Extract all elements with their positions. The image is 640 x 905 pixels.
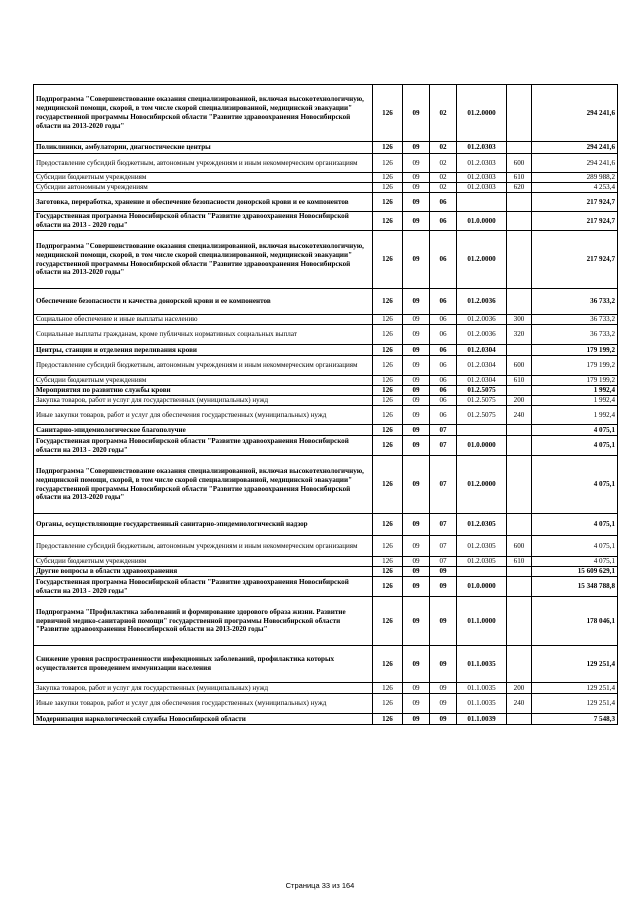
table-row <box>34 289 618 315</box>
cell-expense-type <box>507 85 532 142</box>
cell-expense-type: 300 <box>507 315 532 325</box>
table-row <box>34 646 618 683</box>
cell-amount: 4 075,1 <box>532 557 618 567</box>
cell-expense-type <box>507 567 532 577</box>
cell-amount: 129 251,4 <box>532 694 618 714</box>
table-row <box>34 142 618 154</box>
cell-name: Государственная программа Новосибирской области "Развитие здравоохранения Новосибирской области на 2013 - 2020 годы" <box>34 212 373 231</box>
cell-name: Государственная программа Новосибирской области "Развитие здравоохранения Новосибирской области на 2013 - 2020 годы" <box>34 577 373 597</box>
cell-department-code: 126 <box>373 154 403 173</box>
cell-section-code: 09 <box>403 231 430 289</box>
cell-section-code: 09 <box>403 714 430 725</box>
cell-expense-type: 620 <box>507 183 532 193</box>
cell-expense-type: 320 <box>507 325 532 345</box>
cell-amount: 179 199,2 <box>532 356 618 376</box>
cell-section-code: 09 <box>403 536 430 557</box>
cell-department-code: 126 <box>373 85 403 142</box>
cell-section-code: 09 <box>403 386 430 396</box>
cell-expense-type <box>507 514 532 536</box>
table-row <box>34 436 618 456</box>
cell-section-code: 09 <box>403 597 430 646</box>
cell-subsection-code: 02 <box>430 173 457 183</box>
cell-target-article <box>457 193 507 212</box>
table-row <box>34 683 618 694</box>
cell-name: Субсидии бюджетным учреждениям <box>34 173 373 183</box>
cell-subsection-code: 09 <box>430 577 457 597</box>
cell-department-code: 126 <box>373 173 403 183</box>
cell-subsection-code: 07 <box>430 557 457 567</box>
cell-department-code: 126 <box>373 376 403 386</box>
cell-target-article: 01.2.0304 <box>457 345 507 356</box>
cell-target-article: 01.2.0036 <box>457 315 507 325</box>
cell-section-code: 09 <box>403 646 430 683</box>
cell-section-code: 09 <box>403 436 430 456</box>
cell-subsection-code: 07 <box>430 536 457 557</box>
cell-name: Поликлиники, амбулатории, диагностические центры <box>34 142 373 154</box>
cell-expense-type <box>507 212 532 231</box>
table-row <box>34 325 618 345</box>
table-row <box>34 514 618 536</box>
cell-section-code: 09 <box>403 425 430 436</box>
table-row <box>34 714 618 725</box>
cell-name: Мероприятия по развитию службы крови <box>34 386 373 396</box>
cell-expense-type: 200 <box>507 396 532 406</box>
cell-section-code: 09 <box>403 514 430 536</box>
cell-section-code: 09 <box>403 154 430 173</box>
table-row <box>34 193 618 212</box>
table-row <box>34 567 618 577</box>
cell-amount: 129 251,4 <box>532 646 618 683</box>
cell-department-code: 126 <box>373 356 403 376</box>
cell-subsection-code: 09 <box>430 597 457 646</box>
cell-target-article: 01.2.0036 <box>457 289 507 315</box>
table-row <box>34 173 618 183</box>
cell-expense-type <box>507 597 532 646</box>
cell-amount: 217 924,7 <box>532 231 618 289</box>
cell-target-article: 01.1.0039 <box>457 714 507 725</box>
cell-target-article: 01.2.0000 <box>457 231 507 289</box>
table-row <box>34 315 618 325</box>
table-row <box>34 231 618 289</box>
cell-target-article: 01.1.0035 <box>457 694 507 714</box>
cell-department-code: 126 <box>373 289 403 315</box>
cell-department-code: 126 <box>373 577 403 597</box>
cell-expense-type <box>507 386 532 396</box>
cell-target-article: 01.2.0305 <box>457 557 507 567</box>
cell-department-code: 126 <box>373 436 403 456</box>
cell-expense-type: 600 <box>507 356 532 376</box>
cell-target-article: 01.2.0303 <box>457 183 507 193</box>
cell-amount: 294 241,6 <box>532 142 618 154</box>
cell-department-code: 126 <box>373 325 403 345</box>
cell-target-article: 01.1.0035 <box>457 646 507 683</box>
cell-section-code: 09 <box>403 289 430 315</box>
table-row <box>34 212 618 231</box>
cell-name: Подпрограмма "Совершенствование оказания специализированной, включая высокотехнологичную, медицинской помощи, скорой, в том числе скорой специализированной, медицинской эвакуации" государственной программы Новосибирской области "Развитие здравоохранения Новосибирской области на 2013-2020 годы" <box>34 231 373 289</box>
cell-section-code: 09 <box>403 396 430 406</box>
cell-target-article <box>457 567 507 577</box>
cell-name: Подпрограмма "Профилактика заболеваний и формирование здорового образа жизни. Развитие первичной медико-санитарной помощи" государственной программы Новосибирской области "Развитие здравоохранения Новосибирской области на 2013-2020 годы" <box>34 597 373 646</box>
cell-amount: 4 075,1 <box>532 436 618 456</box>
cell-department-code: 126 <box>373 193 403 212</box>
cell-name: Подпрограмма "Совершенствование оказания специализированной, включая высокотехнологичную, медицинской помощи, скорой, в том числе скорой специализированной, медицинской эвакуации" государственной программы Новосибирской области "Развитие здравоохранения Новосибирской области на 2013-2020 годы" <box>34 85 373 142</box>
cell-name: Предоставление субсидий бюджетным, автономным учреждениям и иным некоммерческим организациям <box>34 536 373 557</box>
table-row <box>34 154 618 173</box>
cell-target-article: 01.2.0304 <box>457 356 507 376</box>
table-row <box>34 577 618 597</box>
cell-expense-type <box>507 436 532 456</box>
cell-subsection-code: 06 <box>430 193 457 212</box>
cell-target-article: 01.1.0000 <box>457 597 507 646</box>
cell-subsection-code: 06 <box>430 396 457 406</box>
cell-section-code: 09 <box>403 142 430 154</box>
cell-subsection-code: 06 <box>430 325 457 345</box>
cell-expense-type: 610 <box>507 376 532 386</box>
cell-name: Заготовка, переработка, хранение и обеспечение безопасности донорской крови и ее компонентов <box>34 193 373 212</box>
cell-section-code: 09 <box>403 212 430 231</box>
cell-name: Предоставление субсидий бюджетным, автономным учреждениям и иным некоммерческим организациям <box>34 154 373 173</box>
cell-target-article: 01.2.0304 <box>457 376 507 386</box>
cell-subsection-code: 06 <box>430 356 457 376</box>
cell-expense-type <box>507 142 532 154</box>
table-row <box>34 386 618 396</box>
cell-expense-type <box>507 289 532 315</box>
cell-section-code: 09 <box>403 694 430 714</box>
cell-section-code: 09 <box>403 193 430 212</box>
cell-expense-type: 600 <box>507 536 532 557</box>
cell-section-code: 09 <box>403 85 430 142</box>
cell-target-article: 01.2.5075 <box>457 406 507 425</box>
cell-amount: 15 348 788,8 <box>532 577 618 597</box>
cell-target-article: 01.0.0000 <box>457 577 507 597</box>
cell-expense-type: 610 <box>507 557 532 567</box>
cell-department-code: 126 <box>373 456 403 514</box>
cell-section-code: 09 <box>403 456 430 514</box>
cell-target-article: 01.2.5075 <box>457 396 507 406</box>
cell-expense-type <box>507 577 532 597</box>
table-row <box>34 406 618 425</box>
table-row <box>34 376 618 386</box>
cell-department-code: 126 <box>373 386 403 396</box>
table-row <box>34 694 618 714</box>
cell-department-code: 126 <box>373 231 403 289</box>
cell-amount: 179 199,2 <box>532 376 618 386</box>
cell-subsection-code: 07 <box>430 514 457 536</box>
cell-expense-type: 200 <box>507 683 532 694</box>
cell-department-code: 126 <box>373 567 403 577</box>
cell-amount: 15 609 629,1 <box>532 567 618 577</box>
cell-name: Снижение уровня распространенности инфекционных заболеваний, профилактика которых осуществляется проведением иммунизации населения <box>34 646 373 683</box>
cell-department-code: 126 <box>373 597 403 646</box>
cell-subsection-code: 06 <box>430 231 457 289</box>
cell-department-code: 126 <box>373 406 403 425</box>
cell-section-code: 09 <box>403 376 430 386</box>
cell-name: Иные закупки товаров, работ и услуг для обеспечения государственных (муниципальных) нужд <box>34 694 373 714</box>
cell-section-code: 09 <box>403 557 430 567</box>
cell-amount: 1 992,4 <box>532 396 618 406</box>
cell-amount: 129 251,4 <box>532 683 618 694</box>
cell-amount: 36 733,2 <box>532 325 618 345</box>
cell-target-article: 01.1.0035 <box>457 683 507 694</box>
cell-amount: 4 075,1 <box>532 456 618 514</box>
cell-target-article: 01.2.0303 <box>457 142 507 154</box>
cell-amount: 36 733,2 <box>532 289 618 315</box>
cell-subsection-code: 09 <box>430 694 457 714</box>
cell-amount: 36 733,2 <box>532 315 618 325</box>
cell-subsection-code: 02 <box>430 142 457 154</box>
cell-department-code: 126 <box>373 183 403 193</box>
cell-amount: 1 992,4 <box>532 406 618 425</box>
cell-subsection-code: 02 <box>430 154 457 173</box>
cell-department-code: 126 <box>373 536 403 557</box>
cell-amount: 294 241,6 <box>532 154 618 173</box>
cell-subsection-code: 09 <box>430 683 457 694</box>
cell-section-code: 09 <box>403 345 430 356</box>
cell-amount: 178 046,1 <box>532 597 618 646</box>
cell-name: Субсидии бюджетным учреждениям <box>34 376 373 386</box>
cell-subsection-code: 06 <box>430 345 457 356</box>
table-row <box>34 597 618 646</box>
cell-department-code: 126 <box>373 315 403 325</box>
cell-department-code: 126 <box>373 142 403 154</box>
cell-department-code: 126 <box>373 646 403 683</box>
cell-name: Иные закупки товаров, работ и услуг для обеспечения государственных (муниципальных) нужд <box>34 406 373 425</box>
cell-amount: 294 241,6 <box>532 85 618 142</box>
cell-target-article: 01.2.0305 <box>457 536 507 557</box>
cell-expense-type: 240 <box>507 406 532 425</box>
budget-table <box>33 84 618 725</box>
cell-expense-type <box>507 193 532 212</box>
cell-name: Органы, осуществляющие государственный санитарно-эпидемиологический надзор <box>34 514 373 536</box>
cell-subsection-code: 09 <box>430 567 457 577</box>
table-row <box>34 396 618 406</box>
cell-target-article: 01.0.0000 <box>457 436 507 456</box>
table-row <box>34 345 618 356</box>
page-number: Страница 33 из 164 <box>285 881 355 890</box>
cell-subsection-code: 06 <box>430 406 457 425</box>
cell-target-article <box>457 425 507 436</box>
cell-subsection-code: 02 <box>430 183 457 193</box>
cell-name: Закупка товаров, работ и услуг для государственных (муниципальных) нужд <box>34 396 373 406</box>
cell-amount: 4 075,1 <box>532 514 618 536</box>
cell-expense-type <box>507 345 532 356</box>
cell-target-article: 01.2.0303 <box>457 154 507 173</box>
cell-subsection-code: 07 <box>430 436 457 456</box>
cell-name: Санитарно-эпидемиологическое благополучие <box>34 425 373 436</box>
cell-subsection-code: 09 <box>430 714 457 725</box>
cell-expense-type <box>507 456 532 514</box>
cell-name: Субсидии бюджетным учреждениям <box>34 557 373 567</box>
cell-name: Модернизация наркологической службы Новосибирской области <box>34 714 373 725</box>
cell-subsection-code: 07 <box>430 456 457 514</box>
cell-section-code: 09 <box>403 173 430 183</box>
cell-department-code: 126 <box>373 714 403 725</box>
table-row <box>34 183 618 193</box>
cell-target-article: 01.0.0000 <box>457 212 507 231</box>
cell-subsection-code: 06 <box>430 386 457 396</box>
cell-name: Центры, станции и отделения переливания крови <box>34 345 373 356</box>
cell-department-code: 126 <box>373 683 403 694</box>
cell-subsection-code: 02 <box>430 85 457 142</box>
cell-section-code: 09 <box>403 356 430 376</box>
table-row <box>34 536 618 557</box>
cell-section-code: 09 <box>403 315 430 325</box>
cell-amount: 4 075,1 <box>532 536 618 557</box>
cell-department-code: 126 <box>373 212 403 231</box>
cell-expense-type: 600 <box>507 154 532 173</box>
cell-amount: 7 548,3 <box>532 714 618 725</box>
cell-expense-type <box>507 231 532 289</box>
cell-section-code: 09 <box>403 577 430 597</box>
cell-expense-type: 240 <box>507 694 532 714</box>
cell-expense-type <box>507 425 532 436</box>
table-row <box>34 557 618 567</box>
cell-subsection-code: 09 <box>430 646 457 683</box>
cell-amount: 179 199,2 <box>532 345 618 356</box>
cell-name: Предоставление субсидий бюджетным, автономным учреждениям и иным некоммерческим организациям <box>34 356 373 376</box>
cell-section-code: 09 <box>403 406 430 425</box>
cell-name: Обеспечение безопасности и качества донорской крови и ее компонентов <box>34 289 373 315</box>
cell-section-code: 09 <box>403 183 430 193</box>
cell-subsection-code: 06 <box>430 289 457 315</box>
cell-name: Другие вопросы в области здравоохранения <box>34 567 373 577</box>
cell-amount: 4 075,1 <box>532 425 618 436</box>
table-row <box>34 456 618 514</box>
cell-amount: 217 924,7 <box>532 193 618 212</box>
cell-amount: 4 253,4 <box>532 183 618 193</box>
cell-department-code: 126 <box>373 396 403 406</box>
cell-department-code: 126 <box>373 694 403 714</box>
cell-subsection-code: 06 <box>430 315 457 325</box>
cell-section-code: 09 <box>403 567 430 577</box>
cell-target-article: 01.2.0000 <box>457 85 507 142</box>
cell-department-code: 126 <box>373 514 403 536</box>
cell-amount: 289 988,2 <box>532 173 618 183</box>
cell-name: Социальное обеспечение и иные выплаты населению <box>34 315 373 325</box>
cell-expense-type <box>507 714 532 725</box>
cell-target-article: 01.2.5075 <box>457 386 507 396</box>
table-row <box>34 425 618 436</box>
cell-section-code: 09 <box>403 683 430 694</box>
cell-amount: 1 992,4 <box>532 386 618 396</box>
cell-section-code: 09 <box>403 325 430 345</box>
cell-name: Подпрограмма "Совершенствование оказания специализированной, включая высокотехнологичную, медицинской помощи, скорой, в том числе скорой специализированной, медицинской эвакуации" государственной программы Новосибирской области "Развитие здравоохранения Новосибирской области на 2013-2020 годы" <box>34 456 373 514</box>
cell-subsection-code: 06 <box>430 376 457 386</box>
cell-target-article: 01.2.0036 <box>457 325 507 345</box>
cell-name: Социальные выплаты гражданам, кроме публичных нормативных социальных выплат <box>34 325 373 345</box>
cell-amount: 217 924,7 <box>532 212 618 231</box>
cell-name: Государственная программа Новосибирской области "Развитие здравоохранения Новосибирской области на 2013 - 2020 годы" <box>34 436 373 456</box>
cell-name: Субсидии автономным учреждениям <box>34 183 373 193</box>
cell-subsection-code: 06 <box>430 212 457 231</box>
cell-target-article: 01.2.0000 <box>457 456 507 514</box>
cell-target-article: 01.2.0303 <box>457 173 507 183</box>
table-row <box>34 85 618 142</box>
cell-department-code: 126 <box>373 425 403 436</box>
cell-expense-type: 610 <box>507 173 532 183</box>
cell-target-article: 01.2.0305 <box>457 514 507 536</box>
cell-subsection-code: 07 <box>430 425 457 436</box>
cell-department-code: 126 <box>373 345 403 356</box>
cell-name: Закупка товаров, работ и услуг для государственных (муниципальных) нужд <box>34 683 373 694</box>
table-row <box>34 356 618 376</box>
cell-expense-type <box>507 646 532 683</box>
cell-department-code: 126 <box>373 557 403 567</box>
budget-table-body <box>34 85 618 725</box>
